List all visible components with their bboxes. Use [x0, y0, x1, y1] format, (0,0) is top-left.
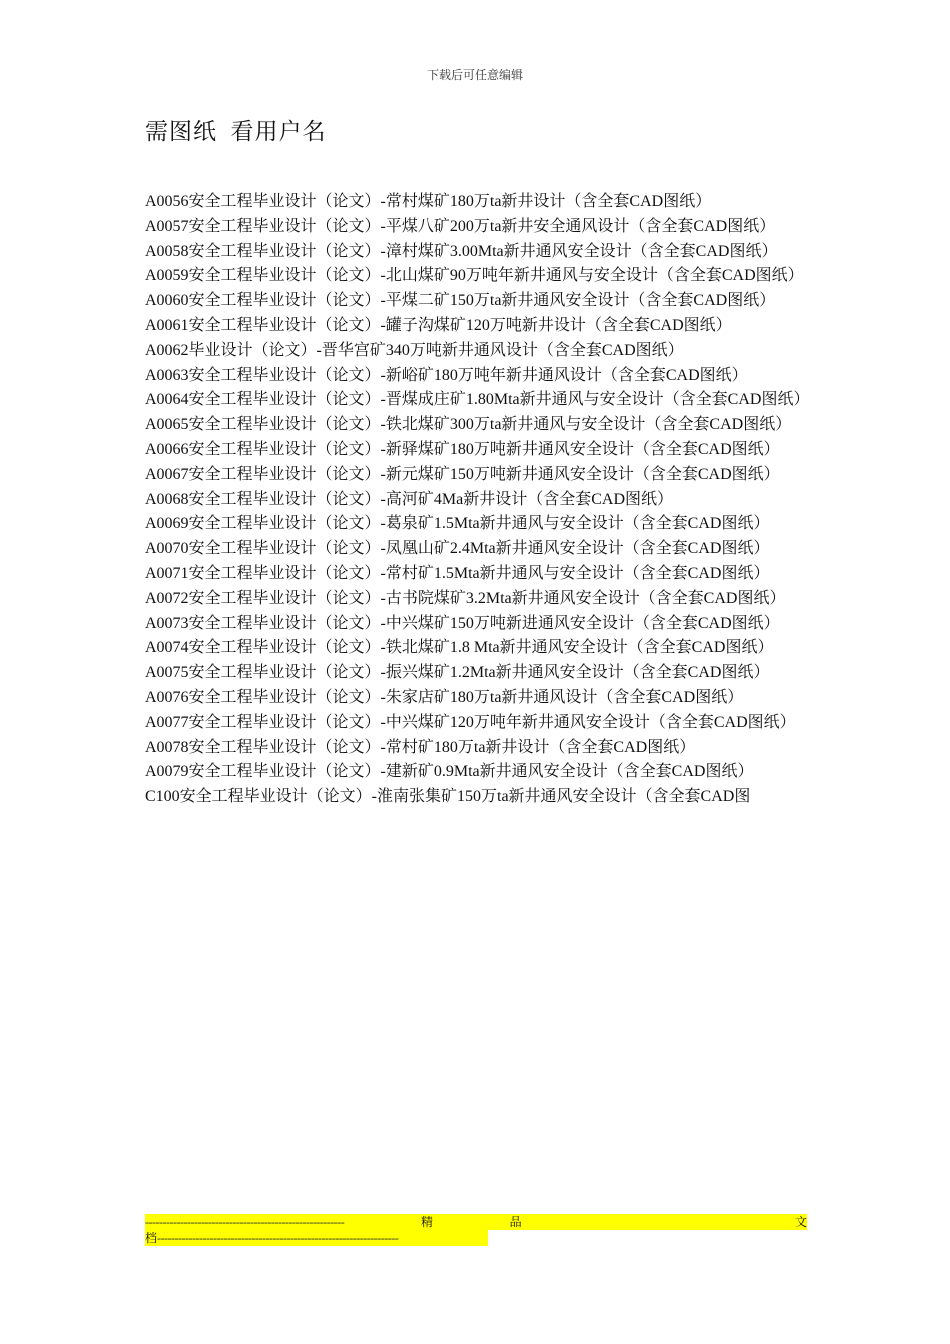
list-item: A0058安全工程毕业设计（论文）-漳村煤矿3.00Mta新井通风安全设计（含全套CAD图纸）	[145, 242, 778, 260]
list-item: A0062毕业设计（论文）-晋华宫矿340万吨新井通风设计（含全套CAD图纸）	[145, 341, 684, 359]
list-item: A0076安全工程毕业设计（论文）-朱家店矿180万ta新井通风设计（含全套CAD图纸）	[145, 688, 744, 706]
list-item: A0074安全工程毕业设计（论文）-铁北煤矿1.8 Mta新井通风安全设计（含全套CAD图纸）	[145, 639, 774, 657]
footer-highlight-banner	[145, 1214, 807, 1250]
list-item: A0063安全工程毕业设计（论文）-新峪矿180万吨年新井通风设计（含全套CAD图纸）	[145, 366, 748, 384]
footer-char-wen: 文	[794, 1215, 807, 1229]
list-item: A0056安全工程毕业设计（论文）-常村煤矿180万ta新井设计（含全套CAD图纸）	[145, 193, 712, 210]
footer-char-jing: 精	[420, 1215, 433, 1229]
list-item: A0065安全工程毕业设计（论文）-铁北煤矿300万ta新井通风与安全设计（含全套CAD图纸）	[145, 416, 792, 434]
list-item: A0057安全工程毕业设计（论文）-平煤八矿200万ta新井安全通风设计（含全套CAD图纸）	[145, 217, 776, 235]
list-item: A0069安全工程毕业设计（论文）-葛泉矿1.5Mta新井通风与安全设计（含全套CAD图纸）	[145, 515, 770, 533]
list-item: A0073安全工程毕业设计（论文）-中兴煤矿150万吨新进通风安全设计（含全套CAD图纸）	[145, 614, 780, 632]
page-header-note: 下载后可任意编辑	[426, 68, 523, 82]
document-title: 需图纸 看用户名	[145, 119, 327, 144]
list-item: A0078安全工程毕业设计（论文）-常村矿180万ta新井设计（含全套CAD图纸）	[145, 738, 696, 756]
footer-row-bottom	[145, 1230, 488, 1246]
list-item: A0072安全工程毕业设计（论文）-古书院煤矿3.2Mta新井通风安全设计（含全套CAD图纸）	[145, 589, 786, 607]
footer-char-dang: 档	[145, 1231, 158, 1245]
list-item: A0079安全工程毕业设计（论文）-建新矿0.9Mta新井通风安全设计（含全套CAD图纸）	[145, 763, 754, 781]
footer-char-pin: 品	[509, 1215, 522, 1229]
footer-dashes-bottom: ---------------------------------------------------------------------	[157, 1231, 399, 1245]
list-item: A0068安全工程毕业设计（论文）-高河矿4Ma新井设计（含全套CAD图纸）	[145, 490, 673, 508]
list-item: A0071安全工程毕业设计（论文）-常村矿1.5Mta新井通风与安全设计（含全套CAD图纸）	[145, 564, 770, 582]
footer-row-top	[145, 1214, 807, 1230]
entry-list	[145, 190, 810, 810]
list-item: A0061安全工程毕业设计（论文）-罐子沟煤矿120万吨新井设计（含全套CAD图纸）	[145, 316, 732, 334]
list-item: A0067安全工程毕业设计（论文）-新元煤矿150万吨新井通风安全设计（含全套CAD图纸）	[145, 465, 780, 483]
list-item: C100安全工程毕业设计（论文）-淮南张集矿150万ta新井通风安全设计（含全套CAD图	[145, 788, 751, 806]
list-item: A0064安全工程毕业设计（论文）-晋煤成庄矿1.80Mta新井通风与安全设计（含全套CAD图纸）	[145, 391, 810, 409]
list-item: A0070安全工程毕业设计（论文）-凤凰山矿2.4Mta新井通风安全设计（含全套CAD图纸）	[145, 540, 770, 558]
footer-dashes-left: ---------------------------------------------------------	[145, 1215, 345, 1229]
list-item: A0066安全工程毕业设计（论文）-新驿煤矿180万吨新井通风安全设计（含全套CAD图纸）	[145, 440, 780, 458]
list-item: A0075安全工程毕业设计（论文）-振兴煤矿1.2Mta新井通风安全设计（含全套CAD图纸）	[145, 664, 770, 682]
list-item: A0077安全工程毕业设计（论文）-中兴煤矿120万吨年新井通风安全设计（含全套CAD图纸）	[145, 713, 796, 731]
list-item: A0059安全工程毕业设计（论文）-北山煤矿90万吨年新井通风与安全设计（含全套CAD图纸）	[145, 267, 804, 285]
list-item: A0060安全工程毕业设计（论文）-平煤二矿150万ta新井通风安全设计（含全套CAD图纸）	[145, 292, 776, 310]
